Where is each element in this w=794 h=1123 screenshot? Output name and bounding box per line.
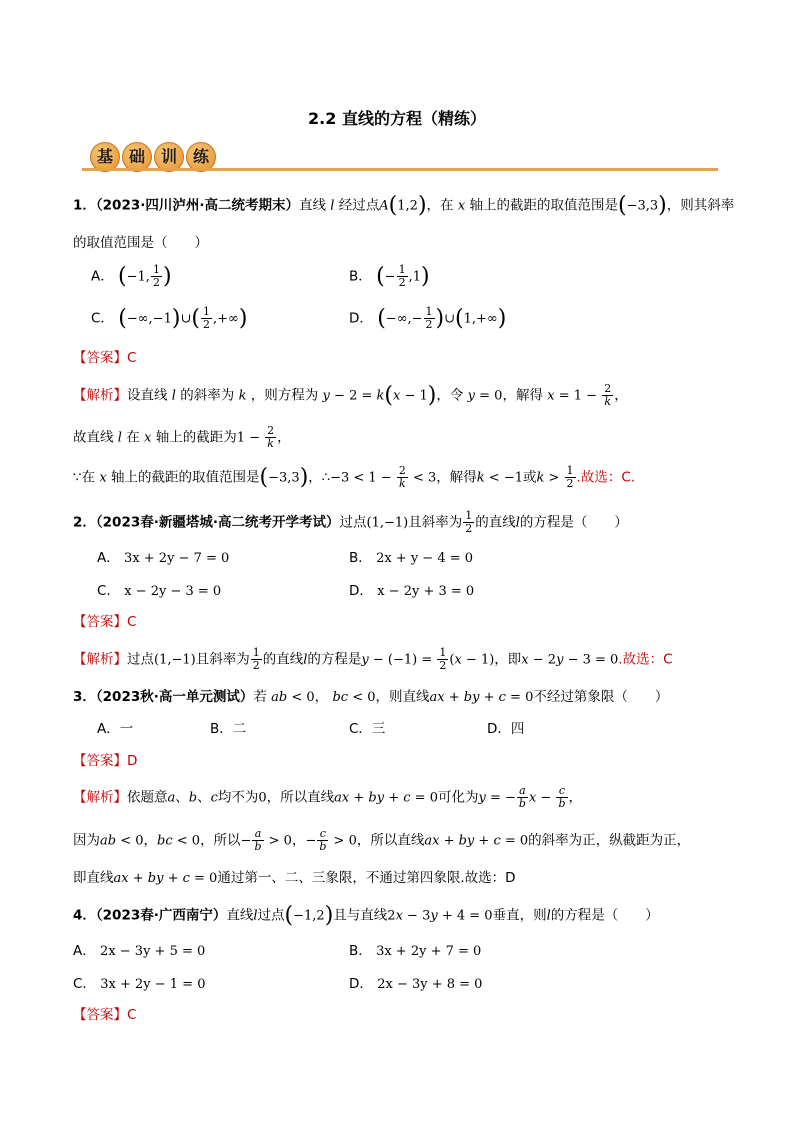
- question-4-answer: 【答案】C: [73, 1007, 137, 1023]
- question-4-option-d: D． 2x − 3y + 8 = 0: [349, 976, 483, 992]
- question-2-analysis: 【解析】过点(1,−1)且斜率为 $\frac{1}{2}$ 的直线l的方程是y − (−1) = $\frac{1}{2}$ (x − 1)，即x − 2y − 3 = 0.故选：C: [73, 646, 673, 672]
- question-3-answer: 【答案】D: [73, 753, 138, 769]
- question-4-option-a: A． 2x − 3y + 5 = 0: [73, 943, 206, 959]
- question-2-answer: 【答案】C: [73, 614, 137, 630]
- banner-badge-1: 基: [90, 142, 120, 172]
- question-2-option-d: D． x − 2y + 3 = 0: [349, 583, 475, 599]
- question-1-option-a: A． (−1, $\frac{1}{2}$ ): [91, 263, 172, 289]
- question-2-stem: 2．（2023春·新疆塔城·高二统考开学考试）过点(1,−1)且斜率为 $\frac{1}{2}$ 的直线l的方程是（ ）: [73, 509, 628, 535]
- question-1-answer: 【答案】C: [73, 350, 137, 366]
- banner-rule: [82, 168, 718, 171]
- question-1-analysis-line1: 【解析】设直线 l 的斜率为 k ，则方程为 y − 2 = k(x − 1)，令 y = 0，解得 x = 1 − $\frac{2}{k}$ ，: [73, 382, 628, 408]
- question-4-option-c: C． 3x + 2y − 1 = 0: [73, 976, 206, 992]
- question-1-option-b: B． (− $\frac{1}{2}$ ,1): [349, 263, 430, 289]
- question-3-analysis-line1: 【解析】依题意a、b、c均不为0，所以直线ax + by + c = 0可化为y = − $\frac{a}{b}$ x − $\frac{c}{b}$ ，: [73, 784, 583, 810]
- question-1-option-d: D． (−∞,− $\frac{1}{2}$ )∪(1,+∞): [349, 305, 507, 331]
- question-1-analysis-line3: ∵在 x 轴上的截距的取值范围是(−3,3)，∴−3 < 1 − $\frac{2}{k}$ < 3，解得k < −1或k > $\frac{1}{2}$ .故选：C.: [73, 464, 636, 490]
- question-3-option-c: C．三: [349, 721, 386, 737]
- question-2-option-a: A． 3x + 2y − 7 = 0: [97, 550, 230, 566]
- question-3-option-a: A．一: [97, 721, 134, 737]
- question-1-option-c: C． (−∞,−1)∪( $\frac{1}{2}$ ,+∞): [91, 305, 248, 331]
- question-3-option-b: B．二: [210, 721, 247, 737]
- question-2-option-b: B． 2x + y − 4 = 0: [349, 550, 474, 566]
- question-4-option-b: B． 3x + 2y + 7 = 0: [349, 943, 482, 959]
- question-3-analysis-line3: 即直线ax + by + c = 0通过第一、二、三象限，不通过第四象限.故选：D: [73, 870, 516, 886]
- question-1-stem-line2: 的取值范围是（ ）: [73, 235, 208, 251]
- banner-badge-2: 础: [122, 142, 152, 172]
- question-3-option-d: D．四: [487, 721, 525, 737]
- question-3-stem: 3．（2023秋·高一单元测试）若 ab < 0， bc < 0，则直线ax + by + c = 0不经过第象限（ ）: [73, 689, 669, 705]
- question-2-option-c: C． x − 2y − 3 = 0: [97, 583, 222, 599]
- question-1-analysis-line2: 故直线 l 在 x 轴上的截距为1 − $\frac{2}{k}$ ，: [73, 424, 291, 450]
- question-1-stem: 1．（2023·四川泸州·高二统考期末）直线 l 经过点A(1,2)，在 x 轴上的截距的取值范围是(−3,3)，则其斜率: [73, 193, 735, 218]
- page-title: 2.2 直线的方程（精练）: [308, 109, 486, 128]
- banner-badge-4: 练: [186, 142, 216, 172]
- question-4-stem: 4．（2023春·广西南宁）直线l过点(−1,2)且与直线2x − 3y + 4 = 0垂直，则l的方程是（ ）: [73, 903, 659, 928]
- question-3-analysis-line2: 因为ab < 0，bc < 0，所以− $\frac{a}{b}$ > 0，− $\frac{c}{b}$ > 0，所以直线ax + by + c = 0的斜率为正，纵截距为正，: [73, 827, 691, 853]
- banner-badge-3: 训: [154, 142, 184, 172]
